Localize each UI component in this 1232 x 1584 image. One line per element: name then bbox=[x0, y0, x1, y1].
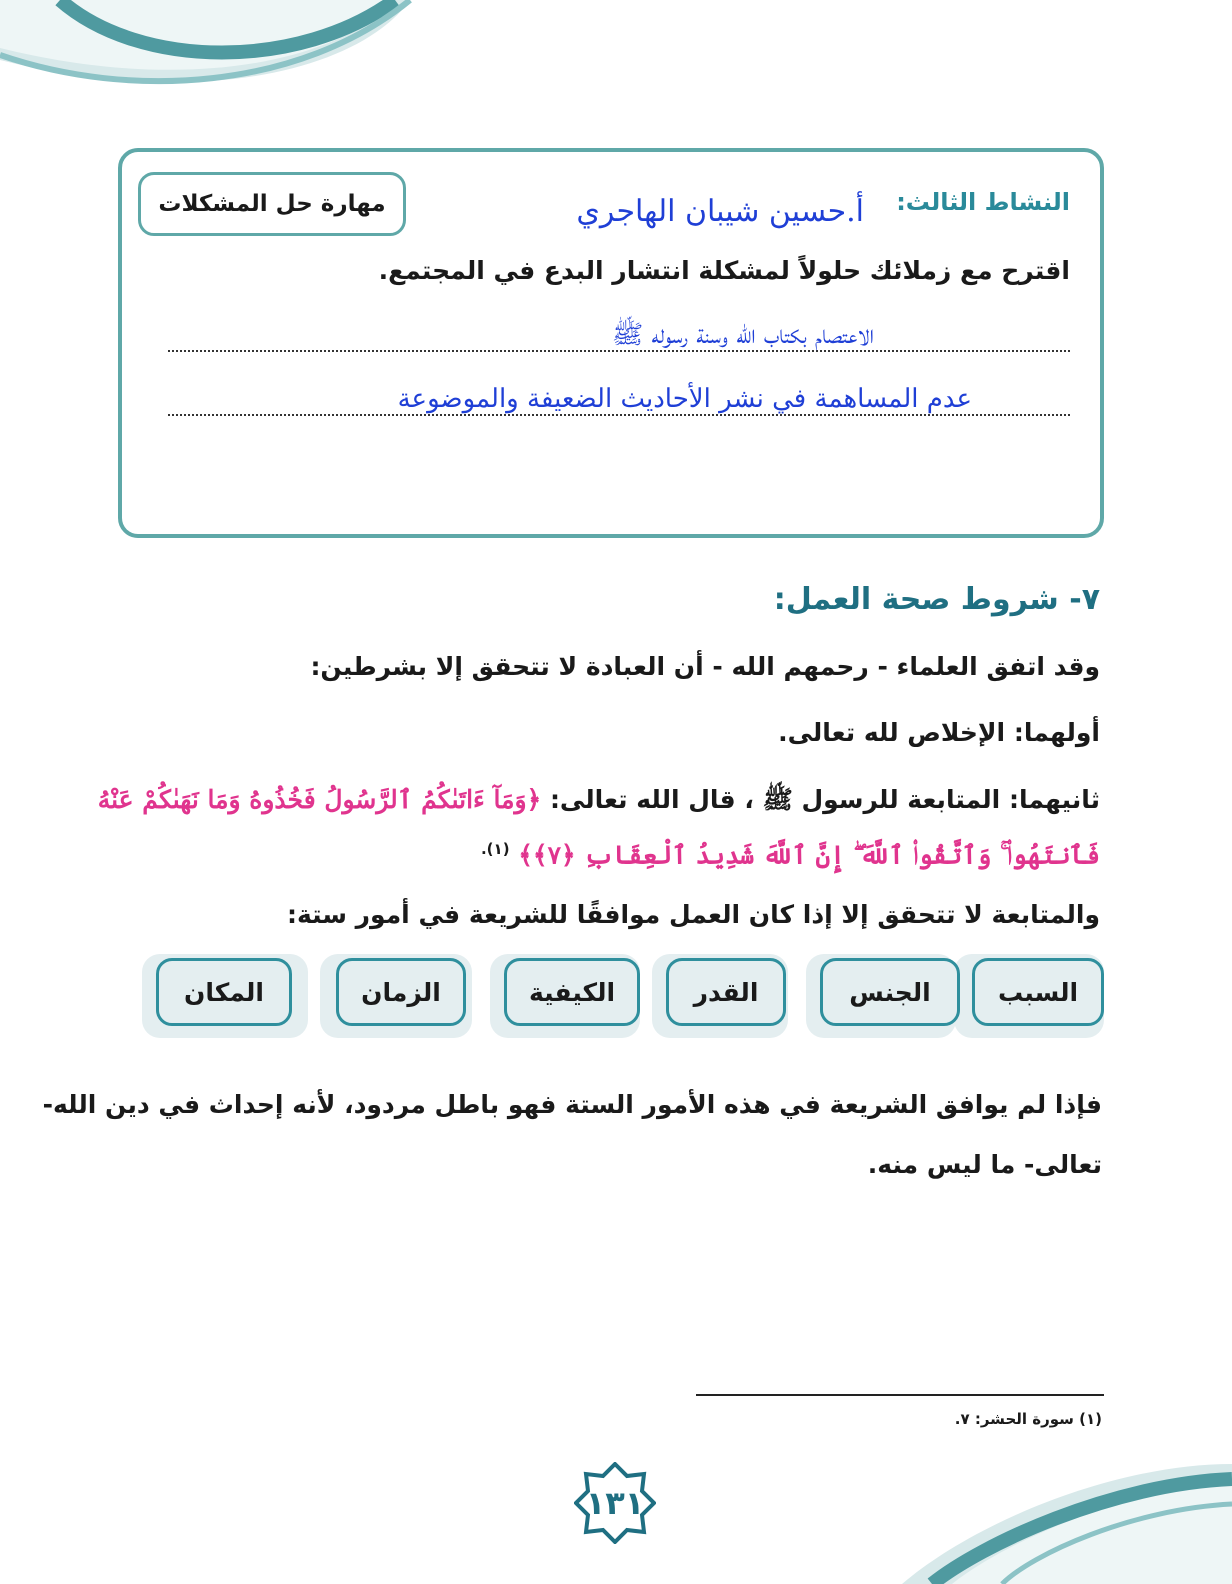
matter-place: المكان bbox=[156, 958, 292, 1026]
second-condition-text: المتابعة للرسول ﷺ ، قال الله تعالى: bbox=[549, 785, 1001, 814]
matters-intro: والمتابعة لا تتحقق إلا إذا كان العمل موافقًا للشريعة في أمور ستة: bbox=[286, 900, 1100, 929]
matter-time: الزمان bbox=[336, 958, 466, 1026]
verse-line-2-row bbox=[481, 840, 1100, 870]
matter-amount: القدر bbox=[666, 958, 786, 1026]
first-condition-text: الإخلاص لله تعالى. bbox=[778, 718, 1006, 747]
second-condition bbox=[98, 784, 1100, 821]
footnote-divider bbox=[696, 1394, 1104, 1396]
activity-label: النشاط الثالث: bbox=[896, 188, 1070, 216]
section-title: ٧- شروط صحة العمل: bbox=[773, 582, 1100, 617]
skill-badge: مهارة حل المشكلات bbox=[138, 172, 406, 236]
bottom-right-ornament bbox=[892, 1444, 1232, 1584]
activity-box bbox=[118, 148, 1104, 538]
verse-footnote-ref[interactable]: (١). bbox=[480, 840, 510, 858]
intro-paragraph: وقد اتفق العلماء - رحمهم الله - أن العبادة لا تتحقق إلا بشرطين: bbox=[310, 652, 1100, 681]
matter-manner: الكيفية bbox=[504, 958, 640, 1026]
verse-line-2: فَٱنتَهُوا۟ ۚ وَٱتَّقُوا۟ ٱللَّهَ ۖ إِنَّ ٱللَّهَ شَدِيدُ ٱلْعِقَابِ ﴿٧﴾﴾ bbox=[518, 840, 1100, 870]
matter-cause: السبب bbox=[972, 958, 1104, 1026]
answer-text-1: الاعتصام بكتاب الله وسنة رسوله ﷺ bbox=[611, 320, 874, 350]
second-condition-term: ثانيهما: bbox=[1008, 785, 1100, 814]
page-number-badge bbox=[574, 1462, 656, 1544]
top-left-ornament bbox=[0, 0, 420, 100]
first-condition bbox=[778, 718, 1100, 747]
first-condition-term: أولهما: bbox=[1013, 718, 1100, 747]
footnote: (١) سورة الحشر: ٧. bbox=[954, 1410, 1102, 1428]
verse-line-1: ﴿وَمَآ ءَاتَىٰكُمُ ٱلرَّسُولُ فَخُذُوهُ وَمَا نَهَىٰكُمْ عَنْهُ bbox=[97, 785, 542, 814]
conclusion-line-2: تعالى- ما ليس منه. bbox=[867, 1150, 1102, 1179]
conclusion-line-1: فإذا لم يوافق الشريعة في هذه الأمور الستة فهو باطل مردود، لأنه إحداث في دين الله- bbox=[42, 1090, 1102, 1119]
matter-kind: الجنس bbox=[820, 958, 960, 1026]
activity-instruction: اقترح مع زملائك حلولاً لمشكلة انتشار البدع في المجتمع. bbox=[378, 256, 1070, 285]
teacher-name: أ.حسين شيبان الهاجري bbox=[576, 194, 864, 229]
matters-row bbox=[142, 954, 1104, 1040]
page-number: ١٣١ bbox=[585, 1484, 645, 1522]
answer-text-2: عدم المساهمة في نشر الأحاديث الضعيفة والموضوعة bbox=[397, 384, 972, 414]
